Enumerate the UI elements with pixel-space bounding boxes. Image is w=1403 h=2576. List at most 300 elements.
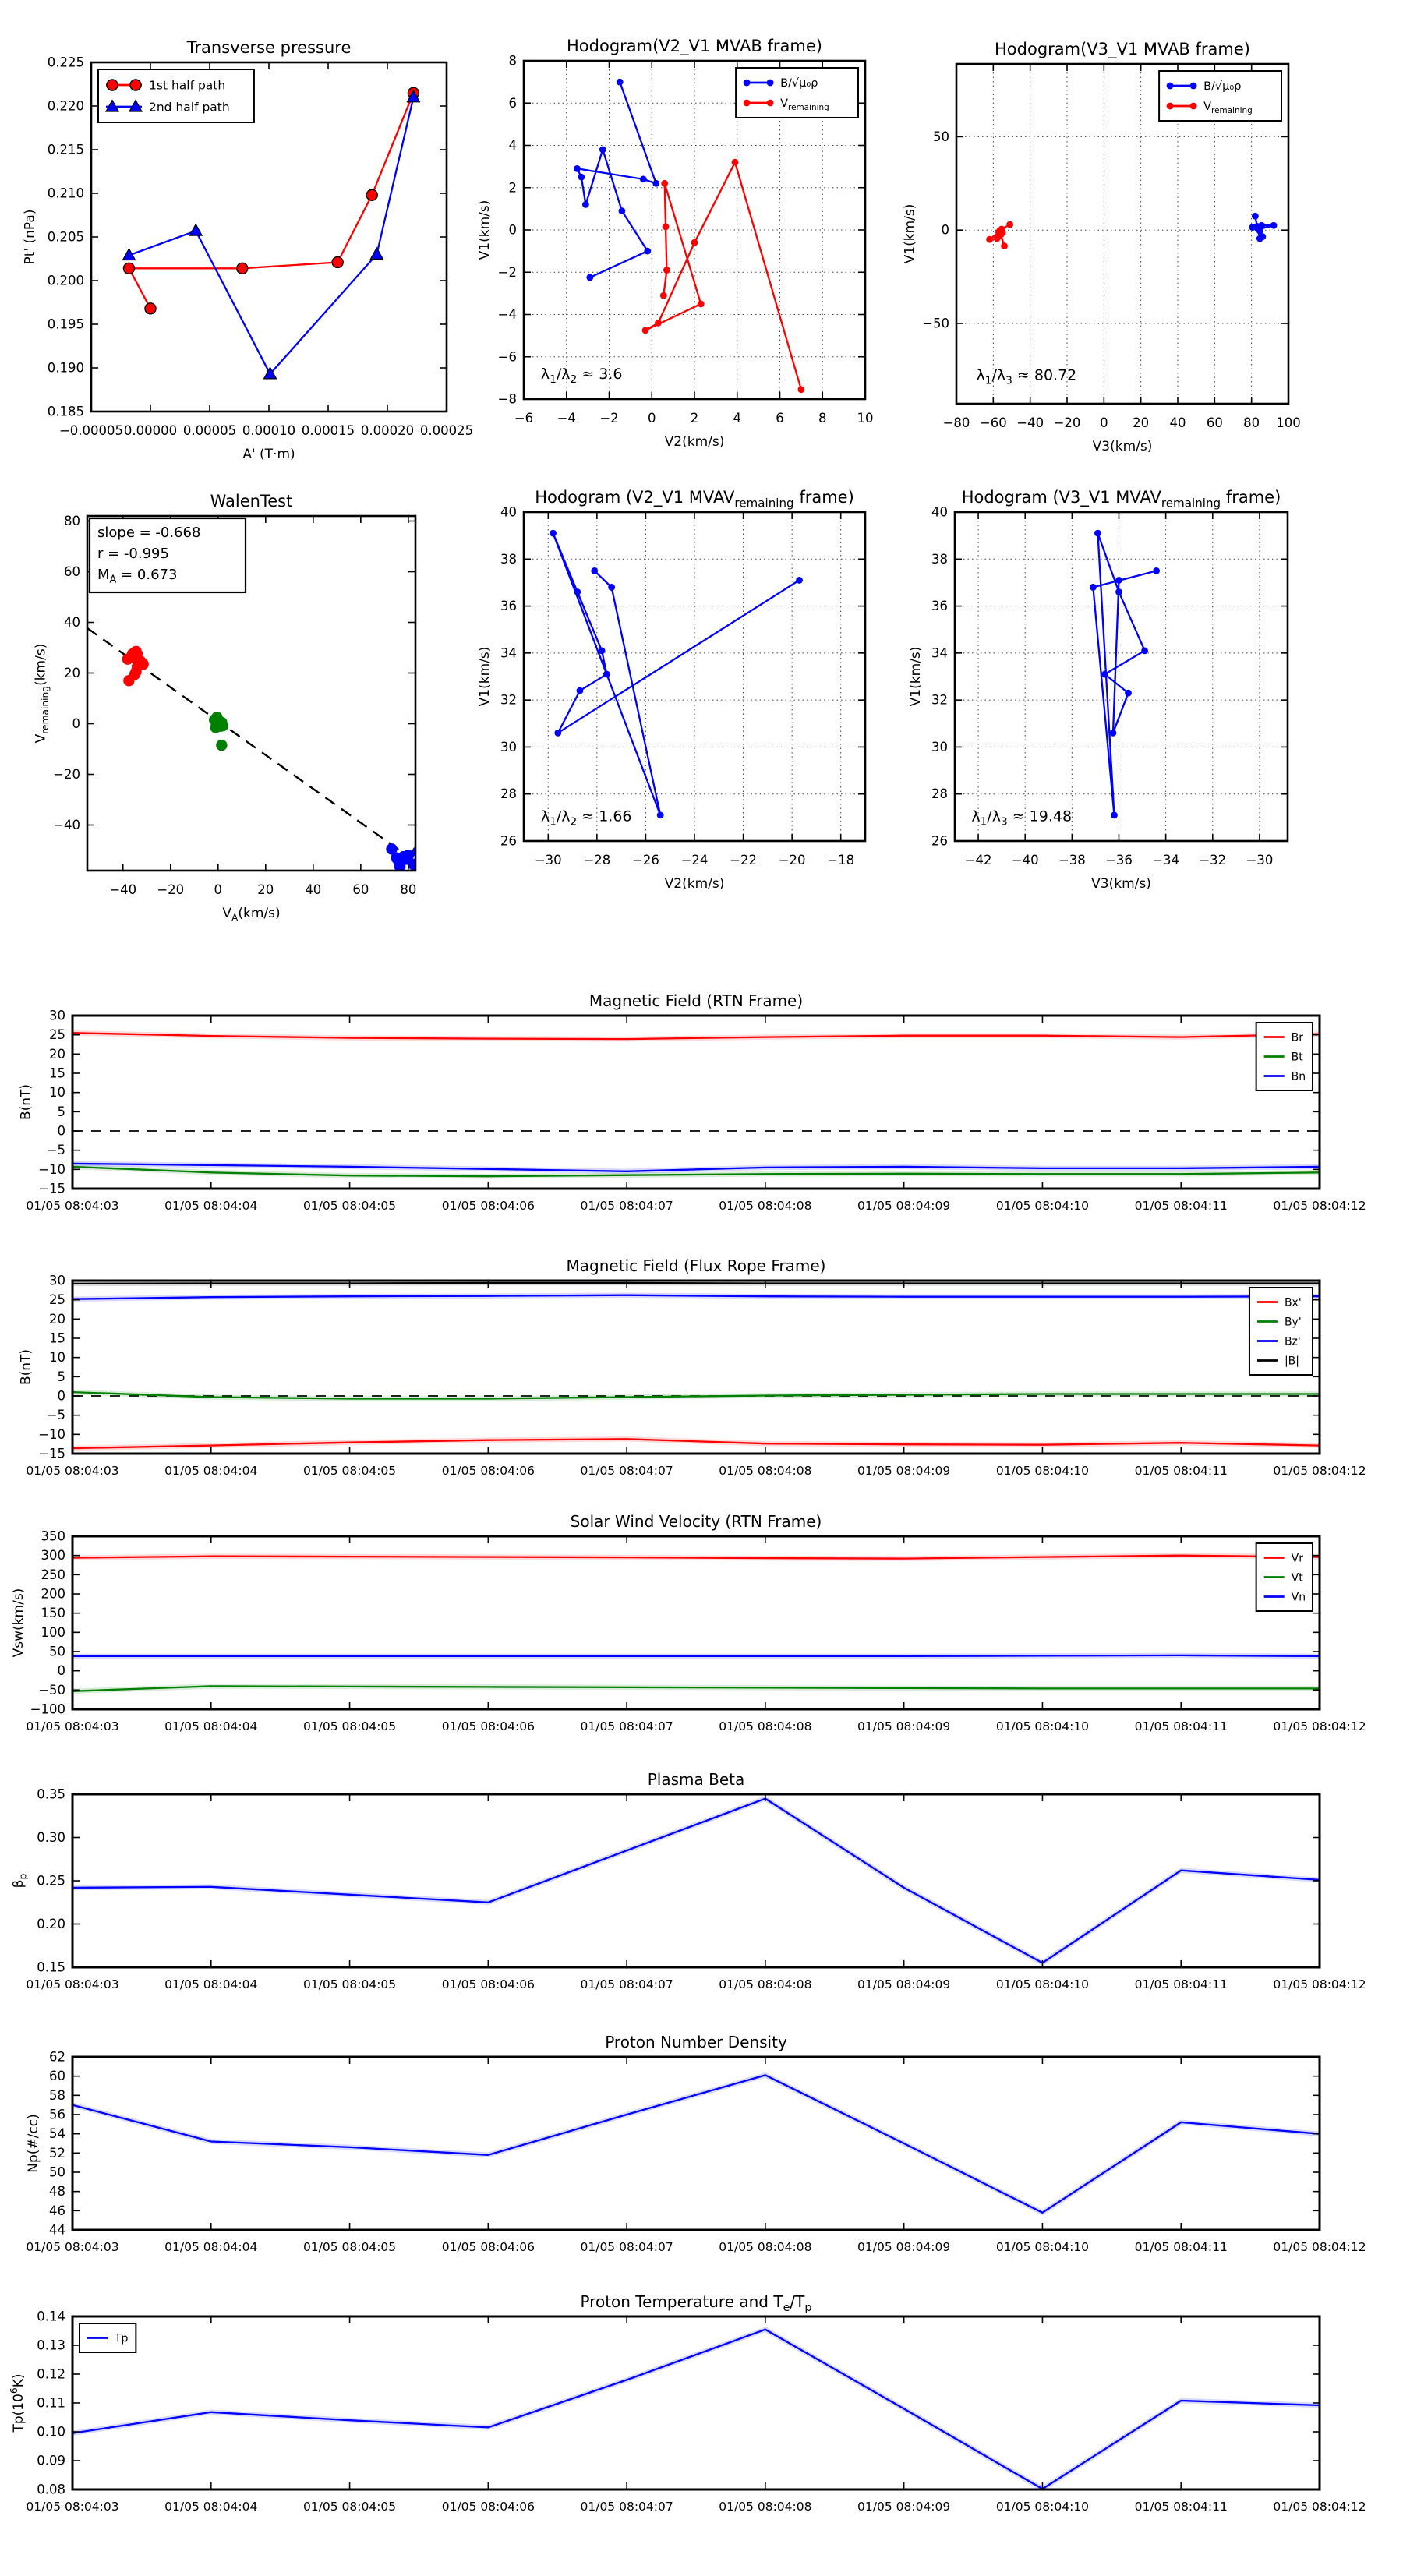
proton_temperature-ytick-0: 0.08 <box>37 2482 65 2497</box>
hodogram_v3v1_mvav-xtick-0: −42 <box>964 853 992 868</box>
proton_temperature-xtick-2: 01/05 08:04:05 <box>302 2500 397 2514</box>
vsw_rtn-xtick-5: 01/05 08:04:08 <box>719 1719 812 1733</box>
vsw_rtn-ytick-9: 350 <box>41 1528 65 1544</box>
hodogram_v2v1_mvav-xlabel: V2(km/s) <box>664 876 725 892</box>
proton_density-ytick-3: 50 <box>49 2164 65 2180</box>
b_rtn-xtick-4: 01/05 08:04:07 <box>580 1199 673 1213</box>
b_rtn-ytick-3: 0 <box>57 1123 65 1139</box>
plasma_beta-ytick-3: 0.30 <box>37 1830 65 1845</box>
proton_density-ytick-5: 54 <box>49 2126 65 2142</box>
proton_density-xtick-7: 01/05 08:04:10 <box>995 2240 1090 2254</box>
b_rtn-title: Magnetic Field (RTN Frame) <box>588 991 804 1010</box>
walen_test-title: WalenTest <box>210 492 293 511</box>
b_flux_rope-xtick-4: 01/05 08:04:07 <box>580 1464 673 1478</box>
plasma_beta-xtick-4: 01/05 08:04:07 <box>580 1977 673 1991</box>
proton_density-ytick-6: 56 <box>49 2107 65 2122</box>
hodogram_v3v1_mvav-xtick-3: −36 <box>1105 853 1133 868</box>
walen_test-xtick-5: 60 <box>352 882 369 897</box>
b_flux_rope-series-3 <box>72 1283 1320 1284</box>
hodogram_v3v1_mvav-grid <box>955 512 1288 841</box>
proton_temperature-ytick-6: 0.14 <box>37 2309 65 2324</box>
hodogram_v2v1_mvab-xtick-3: 0 <box>648 411 656 426</box>
walen_test-series-1 <box>209 712 228 751</box>
transverse_pressure-ylabel: Pt' (nPa) <box>22 209 38 265</box>
plasma_beta-ylabel: $\beta_p$ <box>11 1873 29 1889</box>
proton_temperature-xtick-0: 01/05 08:04:03 <box>26 2500 119 2514</box>
proton_temperature-ytick-4: 0.12 <box>37 2366 65 2382</box>
walen_test-ytick-2: 0 <box>72 716 80 731</box>
b_rtn-legend-label-2: Bn <box>1291 1070 1306 1083</box>
hodogram_v3v1_mvab-xtick-9: 100 <box>1276 415 1301 430</box>
hodogram_v2v1_mvav-xtick-6: −18 <box>827 853 855 868</box>
walen_test-xtick-0: −40 <box>109 882 137 897</box>
b_rtn-ytick-0: −15 <box>38 1181 65 1196</box>
hodogram_v2v1_mvav-annotation-0: $\lambda_1/\lambda_2 \approx 1.66$ <box>540 807 632 829</box>
hodogram_v2v1_mvab-xtick-1: −4 <box>557 411 576 426</box>
transverse_pressure-xtick-1: 0.00000 <box>123 423 178 438</box>
transverse_pressure-xtick-3: 0.00010 <box>242 423 296 438</box>
proton_temperature-legend-label-0: Tp <box>115 2332 129 2345</box>
walen_test-xtick-1: −20 <box>157 882 185 897</box>
hodogram_v2v1_mvav-ytick-6: 38 <box>500 551 517 567</box>
b_flux_rope-ytick-6: 15 <box>49 1330 65 1346</box>
transverse_pressure-chart <box>23 38 474 462</box>
transverse_pressure-ytick-6: 0.215 <box>47 142 84 157</box>
hodogram_v2v1_mvav-xtick-2: −26 <box>632 853 659 868</box>
proton_density-xtick-0: 01/05 08:04:03 <box>26 2240 119 2254</box>
vsw_rtn-title: Solar Wind Velocity (RTN Frame) <box>570 1512 822 1531</box>
transverse_pressure-legend-label-0: 1st half path <box>149 78 226 93</box>
hodogram_v3v1_mvav-xtick-1: −40 <box>1011 853 1039 868</box>
b_flux_rope-legend-label-2: Bz' <box>1284 1335 1301 1348</box>
walen_test-stats-line-0: slope = -0.668 <box>97 525 201 541</box>
hodogram_v3v1_mvab-title: Hodogram(V3_V1 MVAB frame) <box>995 40 1250 58</box>
proton_density-title: Proton Number Density <box>605 2033 787 2051</box>
hodogram_v2v1_mvab-ytick-1: −6 <box>497 349 517 365</box>
hodogram_v3v1_mvab-legend-label-0: B/√μ₀ρ <box>1203 80 1242 94</box>
hodogram_v2v1_mvav-chart <box>477 488 865 892</box>
plasma_beta-xtick-8: 01/05 08:04:11 <box>1134 1977 1228 1991</box>
hodogram_v3v1_mvav-xlabel: V3(km/s) <box>1091 876 1151 892</box>
b_flux_rope-title: Magnetic Field (Flux Rope Frame) <box>566 1256 826 1275</box>
transverse_pressure-xtick-6: 0.00025 <box>419 423 474 438</box>
proton_temperature-xtick-9: 01/05 08:04:12 <box>1273 2500 1366 2514</box>
proton_density-ytick-4: 52 <box>49 2145 65 2161</box>
vsw_rtn-ytick-2: 0 <box>57 1663 65 1679</box>
b_rtn-ytick-1: −10 <box>38 1161 65 1177</box>
vsw_rtn-ylabel: Vsw(km/s) <box>11 1588 27 1658</box>
transverse_pressure-series-1 <box>122 90 419 379</box>
vsw_rtn-xtick-9: 01/05 08:04:12 <box>1273 1719 1366 1733</box>
transverse_pressure-xtick-4: 0.00015 <box>301 423 355 438</box>
proton_temperature-xtick-5: 01/05 08:04:08 <box>719 2500 812 2514</box>
plasma_beta-title: Plasma Beta <box>647 1770 745 1789</box>
hodogram_v2v1_mvab-xtick-0: −6 <box>514 411 534 426</box>
proton_density-xtick-2: 01/05 08:04:05 <box>302 2240 397 2254</box>
transverse_pressure-legend-label-1: 2nd half path <box>149 100 230 115</box>
transverse_pressure-ytick-5: 0.210 <box>47 186 84 201</box>
vsw_rtn-ytick-5: 150 <box>41 1606 65 1621</box>
hodogram_v3v1_mvav-ytick-7: 40 <box>931 504 948 520</box>
hodogram_v3v1_mvab-xtick-5: 20 <box>1133 415 1150 430</box>
walen_test-chart <box>34 492 424 923</box>
vsw_rtn-ytick-6: 200 <box>41 1586 65 1602</box>
proton_temperature-ylabel: $Tp(10^6K)$ <box>9 2373 27 2433</box>
b_flux_rope-legend <box>1249 1288 1313 1375</box>
hodogram_v2v1_mvav-ytick-1: 28 <box>500 786 517 802</box>
walen_test-xtick-2: 0 <box>214 882 223 897</box>
hodogram_v3v1_mvab-xtick-7: 60 <box>1206 415 1223 430</box>
transverse_pressure-ytick-4: 0.205 <box>47 229 84 245</box>
transverse_pressure-xlabel: A' (T·m) <box>242 447 295 462</box>
hodogram_v3v1_mvab-xtick-0: −80 <box>942 415 970 430</box>
b_flux_rope-legend-label-0: Bx' <box>1284 1296 1302 1309</box>
b_flux_rope-xtick-9: 01/05 08:04:12 <box>1273 1464 1366 1478</box>
walen_test-xtick-4: 40 <box>305 882 322 897</box>
hodogram_v2v1_mvav-xtick-0: −30 <box>534 853 562 868</box>
b_flux_rope-xtick-6: 01/05 08:04:09 <box>857 1464 951 1478</box>
hodogram_v2v1_mvab-ylabel: V1(km/s) <box>477 200 493 260</box>
proton_density-xtick-8: 01/05 08:04:11 <box>1134 2240 1228 2254</box>
plasma_beta-xtick-9: 01/05 08:04:12 <box>1273 1977 1366 1991</box>
hodogram_v2v1_mvab-series-0 <box>574 79 659 281</box>
vsw_rtn-xtick-6: 01/05 08:04:09 <box>857 1719 951 1733</box>
walen_test-ytick-1: −20 <box>53 767 80 782</box>
hodogram_v3v1_mvav-title: Hodogram (V3_V1 $MVAV_{remaining}$ frame) <box>961 488 1281 511</box>
proton_temperature-ytick-1: 0.09 <box>37 2453 65 2468</box>
b_rtn-legend-label-1: Bt <box>1291 1051 1303 1064</box>
hodogram_v2v1_mvab-xtick-4: 2 <box>690 411 699 426</box>
hodogram_v2v1_mvab-ytick-7: 6 <box>508 95 517 111</box>
walen_test-xtick-6: 80 <box>400 882 417 897</box>
vsw_rtn-legend-label-0: Vr <box>1291 1552 1303 1565</box>
b_flux_rope-ytick-2: −5 <box>46 1408 65 1423</box>
transverse_pressure-xtick-2: 0.00005 <box>182 423 237 438</box>
hodogram_v3v1_mvav-annotation-0: $\lambda_1/\lambda_3 \approx 19.48$ <box>971 807 1073 829</box>
plasma_beta-xtick-1: 01/05 08:04:04 <box>164 1977 258 1991</box>
plasma_beta-xtick-3: 01/05 08:04:06 <box>441 1977 535 1991</box>
b_flux_rope-ytick-7: 20 <box>49 1311 65 1327</box>
b_rtn-ytick-9: 30 <box>49 1008 65 1023</box>
walen_test-stats-line-2: $M_A = 0.673$ <box>97 567 178 586</box>
plasma_beta-xtick-6: 01/05 08:04:09 <box>857 1977 951 1991</box>
hodogram_v3v1_mvab-xlabel: V3(km/s) <box>1092 439 1153 454</box>
b_flux_rope-xtick-0: 01/05 08:04:03 <box>26 1464 119 1478</box>
hodogram_v3v1_mvav-xtick-5: −32 <box>1199 853 1227 868</box>
hodogram_v3v1_mvab-xtick-4: 0 <box>1100 415 1108 430</box>
walen_test-ytick-3: 20 <box>64 666 80 680</box>
proton_temperature-ytick-3: 0.11 <box>37 2395 65 2411</box>
b_rtn-ytick-6: 15 <box>49 1065 65 1081</box>
proton_density-ytick-8: 60 <box>49 2069 65 2084</box>
hodogram_v3v1_mvav-ytick-1: 28 <box>931 786 948 802</box>
hodogram_v2v1_mvav-ytick-4: 34 <box>500 645 517 661</box>
b_flux_rope-ytick-3: 0 <box>57 1388 65 1404</box>
walen_test-stats-box <box>90 518 246 592</box>
proton_density-xtick-5: 01/05 08:04:08 <box>719 2240 812 2254</box>
vsw_rtn-ytick-1: −50 <box>38 1682 65 1698</box>
hodogram_v3v1_mvab-xtick-1: −60 <box>979 415 1007 430</box>
transverse_pressure-xtick-5: 0.00020 <box>360 423 415 438</box>
hodogram_v2v1_mvab-title: Hodogram(V2_V1 MVAB frame) <box>567 37 822 55</box>
hodogram_v2v1_mvab-legend-label-1: $V_{remaining}$ <box>780 97 829 112</box>
b_flux_rope-ytick-1: −10 <box>38 1426 65 1442</box>
proton_temperature-title: Proton Temperature and $T_e/T_p$ <box>580 2292 812 2315</box>
proton_density-series-0 <box>72 2075 1320 2212</box>
plasma_beta-ytick-1: 0.20 <box>37 1917 65 1931</box>
walen_test-ylabel: $V_{remaining}(km/s)$ <box>33 643 51 744</box>
transverse_pressure-ytick-1: 0.190 <box>47 360 84 376</box>
proton_temperature-xtick-4: 01/05 08:04:07 <box>580 2500 673 2514</box>
plasma_beta-ytick-2: 0.25 <box>37 1873 65 1889</box>
vsw_rtn-xtick-2: 01/05 08:04:05 <box>302 1719 397 1733</box>
vsw_rtn-ytick-3: 50 <box>49 1644 65 1659</box>
b_rtn-ytick-2: −5 <box>46 1143 65 1158</box>
b_flux_rope-ylabel: B(nT) <box>18 1348 34 1386</box>
vsw_rtn-ytick-0: −100 <box>30 1701 65 1717</box>
plasma_beta-xtick-2: 01/05 08:04:05 <box>302 1977 397 1991</box>
hodogram_v2v1_mvab-legend-label-0: B/√μ₀ρ <box>780 77 818 90</box>
proton_density-ytick-1: 46 <box>49 2203 65 2218</box>
hodogram_v2v1_mvav-ytick-0: 26 <box>500 833 517 849</box>
hodogram_v3v1_mvav-ytick-2: 30 <box>931 739 948 754</box>
transverse_pressure-title: Transverse pressure <box>186 38 352 57</box>
b_rtn-xtick-5: 01/05 08:04:08 <box>719 1199 812 1213</box>
hodogram_v2v1_mvav-title: Hodogram (V2_V1 $MVAV_{remaining}$ frame) <box>535 488 854 511</box>
hodogram_v3v1_mvab-legend-label-1: $V_{remaining}$ <box>1203 101 1253 115</box>
vsw_rtn-xtick-4: 01/05 08:04:07 <box>580 1719 673 1733</box>
hodogram_v2v1_mvab-ytick-3: −2 <box>497 264 517 280</box>
walen_test-stats-line-1: r = -0.995 <box>97 546 169 562</box>
walen_test-series-0 <box>122 646 149 687</box>
vsw_rtn-series-1 <box>72 1686 1320 1691</box>
proton_temperature-xtick-3: 01/05 08:04:06 <box>441 2500 535 2514</box>
hodogram_v2v1_mvav-xtick-4: −22 <box>730 853 757 868</box>
hodogram_v2v1_mvab-ytick-8: 8 <box>508 53 517 69</box>
b_rtn-xtick-2: 01/05 08:04:05 <box>302 1199 397 1213</box>
transverse_pressure-ytick-8: 0.225 <box>47 55 84 70</box>
proton_density-xtick-9: 01/05 08:04:12 <box>1273 2240 1366 2254</box>
hodogram_v2v1_mvab-xtick-8: 10 <box>857 411 874 426</box>
hodogram_v2v1_mvav-ytick-3: 32 <box>500 692 517 708</box>
b_rtn-xtick-6: 01/05 08:04:09 <box>857 1199 951 1213</box>
vsw_rtn-xtick-3: 01/05 08:04:06 <box>441 1719 535 1733</box>
b_flux_rope-series-1 <box>72 1392 1320 1398</box>
proton_density-xtick-4: 01/05 08:04:07 <box>580 2240 673 2254</box>
b_rtn-series-0 <box>72 1033 1320 1039</box>
proton_temperature-ytick-5: 0.13 <box>37 2337 65 2353</box>
vsw_rtn-xtick-7: 01/05 08:04:10 <box>995 1719 1090 1733</box>
walen_test-xlabel: $V_A(km/s)$ <box>222 906 281 924</box>
b_rtn-ylabel: B(nT) <box>18 1083 34 1121</box>
transverse_pressure-ytick-3: 0.200 <box>47 273 84 288</box>
proton_density-xtick-1: 01/05 08:04:04 <box>164 2240 258 2254</box>
b_rtn-xtick-0: 01/05 08:04:03 <box>26 1199 119 1213</box>
b_flux_rope-ytick-4: 5 <box>57 1369 65 1384</box>
hodogram_v3v1_mvab-ylabel: V1(km/s) <box>902 203 918 264</box>
hodogram_v3v1_mvab-xtick-3: −20 <box>1053 415 1081 430</box>
proton_temperature-xtick-6: 01/05 08:04:09 <box>857 2500 951 2514</box>
vsw_rtn-xtick-1: 01/05 08:04:04 <box>164 1719 258 1733</box>
transverse_pressure-legend <box>98 69 254 122</box>
hodogram_v2v1_mvav-ytick-7: 40 <box>500 504 517 520</box>
hodogram_v3v1_mvav-ytick-5: 36 <box>931 599 948 614</box>
hodogram_v3v1_mvab-ytick-2: 50 <box>933 129 949 144</box>
b_rtn-legend-label-0: Br <box>1291 1031 1304 1044</box>
hodogram_v2v1_mvav-xtick-5: −20 <box>778 853 806 868</box>
vsw_rtn-chart <box>11 1512 1366 1733</box>
proton_density-xtick-6: 01/05 08:04:09 <box>857 2240 951 2254</box>
b_flux_rope-chart <box>19 1256 1366 1478</box>
hodogram_v2v1_mvab-xlabel: V2(km/s) <box>664 434 725 450</box>
hodogram_v2v1_mvav-ytick-5: 36 <box>500 599 517 614</box>
b_flux_rope-ytick-8: 25 <box>49 1292 65 1308</box>
plasma_beta-ytick-0: 0.15 <box>37 1959 65 1975</box>
hodogram_v3v1_mvav-ytick-4: 34 <box>931 645 948 661</box>
plasma_beta-ytick-4: 0.35 <box>37 1786 65 1802</box>
hodogram_v3v1_mvav-xtick-2: −38 <box>1058 853 1086 868</box>
vsw_rtn-xtick-8: 01/05 08:04:11 <box>1134 1719 1228 1733</box>
vsw_rtn-ytick-4: 100 <box>41 1624 65 1640</box>
hodogram_v2v1_mvab-xtick-2: −2 <box>599 411 619 426</box>
b_rtn-xtick-9: 01/05 08:04:12 <box>1273 1199 1366 1213</box>
hodogram_v3v1_mvab-ytick-1: 0 <box>941 222 949 238</box>
hodogram_v3v1_mvab-series-0 <box>1249 213 1277 242</box>
hodogram_v2v1_mvav-xtick-1: −28 <box>583 853 611 868</box>
b_rtn-ytick-8: 25 <box>49 1027 65 1043</box>
b_rtn-xtick-1: 01/05 08:04:04 <box>164 1199 258 1213</box>
vsw_rtn-legend-label-2: Vn <box>1291 1591 1306 1604</box>
hodogram_v3v1_mvav-xtick-4: −34 <box>1152 853 1180 868</box>
b_rtn-xtick-8: 01/05 08:04:11 <box>1134 1199 1228 1213</box>
hodogram_v3v1_mvab-xtick-2: −40 <box>1016 415 1044 430</box>
plasma_beta-xtick-0: 01/05 08:04:03 <box>26 1977 119 1991</box>
b_flux_rope-series-0 <box>72 1439 1320 1448</box>
hodogram_v3v1_mvav-xtick-6: −30 <box>1246 853 1274 868</box>
hodogram_v3v1_mvav-ytick-6: 38 <box>931 551 948 567</box>
b_rtn-series-2 <box>72 1164 1320 1171</box>
proton_density-ytick-7: 58 <box>49 2087 65 2103</box>
b_rtn-legend <box>1256 1023 1313 1090</box>
hodogram_v3v1_mvab-chart <box>903 40 1301 454</box>
proton_density-chart <box>26 2033 1366 2254</box>
hodogram_v2v1_mvav-ytick-2: 30 <box>500 739 517 754</box>
vsw_rtn-ytick-7: 250 <box>41 1567 65 1582</box>
hodogram_v2v1_mvab-annotation-0: $\lambda_1/\lambda_2 \approx 3.6$ <box>540 365 623 386</box>
proton_temperature-legend <box>80 2323 136 2352</box>
hodogram_v3v1_mvab-legend <box>1159 71 1281 121</box>
vsw_rtn-legend-label-1: Vt <box>1291 1571 1303 1585</box>
hodogram_v2v1_mvav-ylabel: V1(km/s) <box>477 646 493 707</box>
hodogram_v2v1_mvab-xtick-5: 4 <box>733 411 741 426</box>
b_flux_rope-ytick-0: −15 <box>38 1446 65 1461</box>
b_flux_rope-series-2 <box>72 1295 1320 1299</box>
proton_temperature-chart <box>9 2292 1366 2514</box>
walen_test-ytick-5: 60 <box>64 564 80 579</box>
b_rtn-ytick-7: 20 <box>49 1046 65 1062</box>
b_flux_rope-xtick-2: 01/05 08:04:05 <box>302 1464 397 1478</box>
vsw_rtn-ytick-8: 300 <box>41 1548 65 1564</box>
hodogram_v3v1_mvav-ylabel: V1(km/s) <box>908 646 924 707</box>
vsw_rtn-series-0 <box>72 1556 1320 1559</box>
b_flux_rope-xtick-5: 01/05 08:04:08 <box>719 1464 812 1478</box>
walen_test-ytick-4: 40 <box>64 615 80 630</box>
plasma_beta-series-0 <box>72 1799 1320 1963</box>
proton_temperature-xtick-8: 01/05 08:04:11 <box>1134 2500 1228 2514</box>
b_flux_rope-legend-label-3: |B| <box>1284 1355 1300 1368</box>
b_rtn-ytick-4: 5 <box>57 1104 65 1119</box>
hodogram_v3v1_mvab-xtick-6: 40 <box>1169 415 1186 430</box>
hodogram_v2v1_mvav-grid <box>524 512 865 841</box>
proton_density-ytick-9: 62 <box>49 2049 65 2065</box>
hodogram_v2v1_mvab-ytick-6: 4 <box>508 138 517 153</box>
b_flux_rope-ytick-9: 30 <box>49 1273 65 1288</box>
proton_density-xtick-3: 01/05 08:04:06 <box>441 2240 535 2254</box>
vsw_rtn-legend <box>1256 1543 1313 1611</box>
hodogram_v2v1_mvab-ytick-2: −4 <box>497 307 517 322</box>
b_rtn-xtick-3: 01/05 08:04:06 <box>441 1199 535 1213</box>
walen_test-series-2 <box>386 843 423 872</box>
hodogram_v2v1_mvav-series-0 <box>550 530 803 819</box>
b_flux_rope-xtick-3: 01/05 08:04:06 <box>441 1464 535 1478</box>
transverse_pressure-xtick-0: −0.00005 <box>58 423 124 438</box>
hodogram_v3v1_mvav-series-0 <box>1090 530 1160 819</box>
proton_temperature-xtick-1: 01/05 08:04:04 <box>164 2500 258 2514</box>
hodogram_v2v1_mvab-ytick-5: 2 <box>508 180 517 196</box>
proton_temperature-xtick-7: 01/05 08:04:10 <box>995 2500 1090 2514</box>
plasma_beta-xtick-5: 01/05 08:04:08 <box>719 1977 812 1991</box>
walen_test-xtick-3: 20 <box>257 882 274 897</box>
b_rtn-ytick-5: 10 <box>49 1085 65 1101</box>
proton_temperature-ytick-2: 0.10 <box>37 2424 65 2440</box>
plasma_beta-chart <box>11 1770 1366 1991</box>
proton_density-axes <box>26 2050 1366 2255</box>
transverse_pressure-ytick-0: 0.185 <box>47 404 84 419</box>
b_flux_rope-ytick-5: 10 <box>49 1350 65 1366</box>
b_flux_rope-xtick-8: 01/05 08:04:11 <box>1134 1464 1228 1478</box>
walen_test-ytick-0: −40 <box>53 818 80 832</box>
hodogram_v2v1_mvab-xtick-6: 6 <box>776 411 784 426</box>
proton_temperature-series-0 <box>72 2330 1320 2489</box>
vsw_rtn-xtick-0: 01/05 08:04:03 <box>26 1719 119 1733</box>
b_flux_rope-legend-label-1: By' <box>1284 1316 1302 1329</box>
hodogram_v3v1_mvab-series-1 <box>986 221 1013 249</box>
hodogram_v2v1_mvab-legend <box>736 68 858 118</box>
vsw_rtn-series-2 <box>72 1655 1320 1656</box>
hodogram_v3v1_mvav-ytick-0: 26 <box>931 833 948 849</box>
proton_density-ylabel: Np(#/cc) <box>26 2114 41 2173</box>
hodogram_v2v1_mvab-xtick-7: 8 <box>818 411 827 426</box>
transverse_pressure-ytick-7: 0.220 <box>47 98 84 114</box>
hodogram_v2v1_mvab-ytick-4: 0 <box>508 222 517 238</box>
hodogram_v3v1_mvav-chart <box>908 488 1288 892</box>
hodogram_v3v1_mvab-annotation-0: $\lambda_1/\lambda_3 \approx 80.72$ <box>976 366 1077 387</box>
b_rtn-xtick-7: 01/05 08:04:10 <box>995 1199 1090 1213</box>
hodogram_v3v1_mvav-ytick-3: 32 <box>931 692 948 708</box>
hodogram_v3v1_mvab-xtick-8: 80 <box>1243 415 1260 430</box>
b_flux_rope-xtick-1: 01/05 08:04:04 <box>164 1464 258 1478</box>
hodogram_v3v1_mvab-ytick-0: −50 <box>922 316 949 331</box>
plasma_beta-xtick-7: 01/05 08:04:10 <box>995 1977 1090 1991</box>
b_rtn-chart <box>19 991 1366 1213</box>
proton_density-ytick-0: 44 <box>49 2222 65 2238</box>
transverse_pressure-ytick-2: 0.195 <box>47 316 84 332</box>
walen_test-ytick-6: 80 <box>64 514 80 528</box>
b_flux_rope-xtick-7: 01/05 08:04:10 <box>995 1464 1090 1478</box>
proton_density-ytick-2: 48 <box>49 2184 65 2200</box>
hodogram_v2v1_mvab-chart <box>477 37 874 450</box>
hodogram_v2v1_mvav-xtick-3: −24 <box>680 853 709 868</box>
